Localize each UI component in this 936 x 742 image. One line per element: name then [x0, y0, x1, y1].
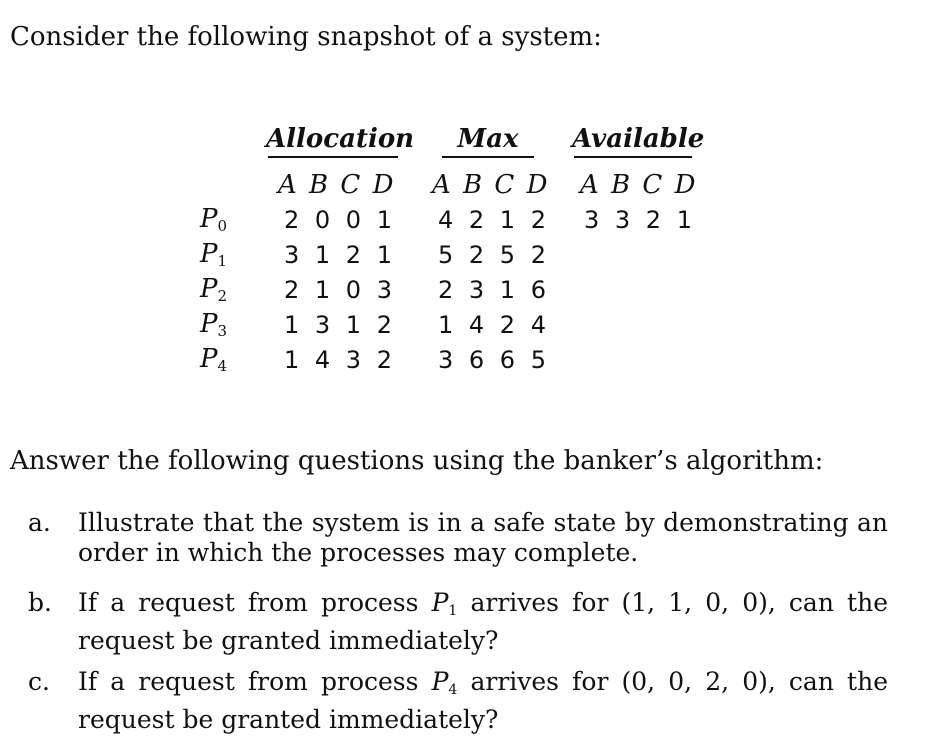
answer-prompt: Answer the following questions using the banker’s algorithm:: [10, 446, 824, 476]
process-label-p4: $P_4$: [200, 344, 228, 375]
allocation-p0: 2 0 0 1: [284, 206, 396, 234]
max-p4: 3 6 6 5: [438, 346, 550, 374]
question-a-letter: a.: [28, 508, 51, 537]
max-resource-labels: A B C D: [432, 170, 550, 200]
question-c-text: If a request from process $P_4$ arrives for (0, 0, 2, 0), can the request be granted immediately?: [78, 667, 888, 734]
available-values: 3 3 2 1: [584, 206, 696, 234]
max-underline: [442, 156, 534, 158]
allocation-p2: 2 1 0 3: [284, 276, 396, 304]
allocation-resource-labels: A B C D: [278, 170, 396, 200]
max-p1: 5 2 5 2: [438, 241, 550, 269]
allocation-underline: [268, 156, 398, 158]
intro-text: Consider the following snapshot of a system:: [10, 22, 602, 52]
available-header: Available: [572, 124, 705, 154]
available-resource-labels: A B C D: [580, 170, 698, 200]
question-b-text: If a request from process $P_1$ arrives for (1, 1, 0, 0), can the request be granted immediately?: [78, 588, 888, 655]
allocation-p4: 1 4 3 2: [284, 346, 396, 374]
max-p0: 4 2 1 2: [438, 206, 550, 234]
question-c-letter: c.: [28, 667, 50, 696]
allocation-p1: 3 1 2 1: [284, 241, 396, 269]
process-label-p0: $P_0$: [200, 204, 228, 235]
allocation-p3: 1 3 1 2: [284, 311, 396, 339]
process-label-p3: $P_3$: [200, 309, 228, 340]
question-b-letter: b.: [28, 588, 52, 617]
process-label-p2: $P_2$: [200, 274, 228, 305]
max-header: Max: [457, 124, 519, 154]
available-underline: [574, 156, 692, 158]
question-a-text: Illustrate that the system is in a safe state by demonstrating an order in which the processes may complete.: [78, 508, 888, 567]
process-label-p1: $P_1$: [200, 239, 228, 270]
max-p2: 2 3 1 6: [438, 276, 550, 304]
allocation-header: Allocation: [266, 124, 415, 154]
max-p3: 1 4 2 4: [438, 311, 550, 339]
